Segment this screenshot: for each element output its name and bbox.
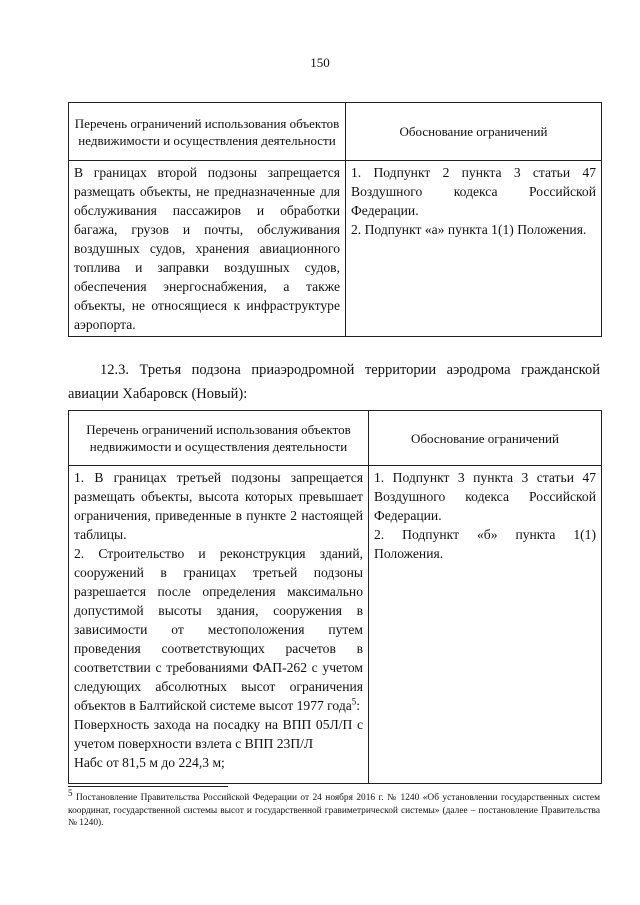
footnote-separator xyxy=(68,786,228,787)
restriction-item-2-text: 2. Строительство и реконструкция зданий, сооружений в границах третьей подзоны разрешается после определения максимально допустимой высоты здания, сооружения в зависимости от местоположения путем проведения соответствующих расчетов в соответствии с требованиями ФАП-262 с учетом следующих абсолютных высот ограничения объектов в Балтийской системе высот 1977 года xyxy=(74,546,363,713)
height-range-text: Набс от 81,5 м до 224,3 м; xyxy=(74,755,225,770)
restriction-item-1: 1. В границах третьей подзоны запрещается размещать объекты, высота которых превышает ограничения, приведенные в пункте 2 настоящей таблицы. xyxy=(74,470,363,542)
restriction-item-2-colon: : xyxy=(356,698,361,713)
table-header-row xyxy=(69,103,602,161)
section-paragraph xyxy=(68,358,600,406)
header-restrictions: Перечень ограничений использования объектов недвижимости и осуществления деятельности xyxy=(69,103,346,161)
header-justification: Обоснование ограничений xyxy=(346,103,602,161)
justification-item-2: 2. Подпункт «а» пункта 1(1) Положения. xyxy=(351,222,587,237)
restriction-item-2 xyxy=(74,544,363,715)
justification-item-1: 1. Подпункт 2 пункта 3 статьи 47 Воздушного кодекса Российской Федерации. xyxy=(351,165,596,218)
justification-item-2: 2. Подпункт «б» пункта 1(1) Положения. xyxy=(374,527,596,561)
header-justification: Обоснование ограничений xyxy=(369,411,602,466)
footnote xyxy=(68,787,600,830)
justification-item-1: 1. Подпункт 3 пункта 3 статьи 47 Воздушного кодекса Российской Федерации. xyxy=(374,470,596,523)
section-heading-text: 12.3. Третья подзона приаэродромной территории аэродрома гражданской авиации Хабаровск (Новый): xyxy=(68,362,600,402)
justification-cell xyxy=(346,161,602,337)
table-header-row xyxy=(69,411,602,466)
header-restrictions: Перечень ограничений использования объектов недвижимости и осуществления деятельности xyxy=(69,411,369,466)
table-row xyxy=(69,466,602,784)
restrictions-table-second-subzone xyxy=(68,102,602,337)
restrictions-table-third-subzone xyxy=(68,410,602,784)
table-row xyxy=(69,161,602,337)
footnote-reference: 5 xyxy=(351,696,357,707)
justification-cell xyxy=(369,466,602,784)
footnote-marker: 5 xyxy=(68,787,73,798)
restriction-text: В границах второй подзоны запрещается размещать объекты, не предназначенные для обслуживания пассажиров и обработки багажа, грузов и почты, обслуживания воздушных судов, хранения авиационного топлива и заправки воздушных судов, обеспечения энергоснабжения, а также объекты, не относящиеся к инфраструктуре аэропорта. xyxy=(69,161,346,337)
footnote-text: Постановление Правительства Российской Федерации от 24 ноября 2016 г. № 1240 «Об установлении государственных систем координат, государственной системы высот и государственной гравиметрической системы» (далее – постановление Правительства № 1240). xyxy=(68,793,600,828)
page-number: 150 xyxy=(310,55,330,70)
restriction-cell xyxy=(69,466,369,784)
approach-surface-text: Поверхность захода на посадку на ВПП 05Л/П с учетом поверхности взлета с ВПП 23П/Л xyxy=(74,717,363,751)
